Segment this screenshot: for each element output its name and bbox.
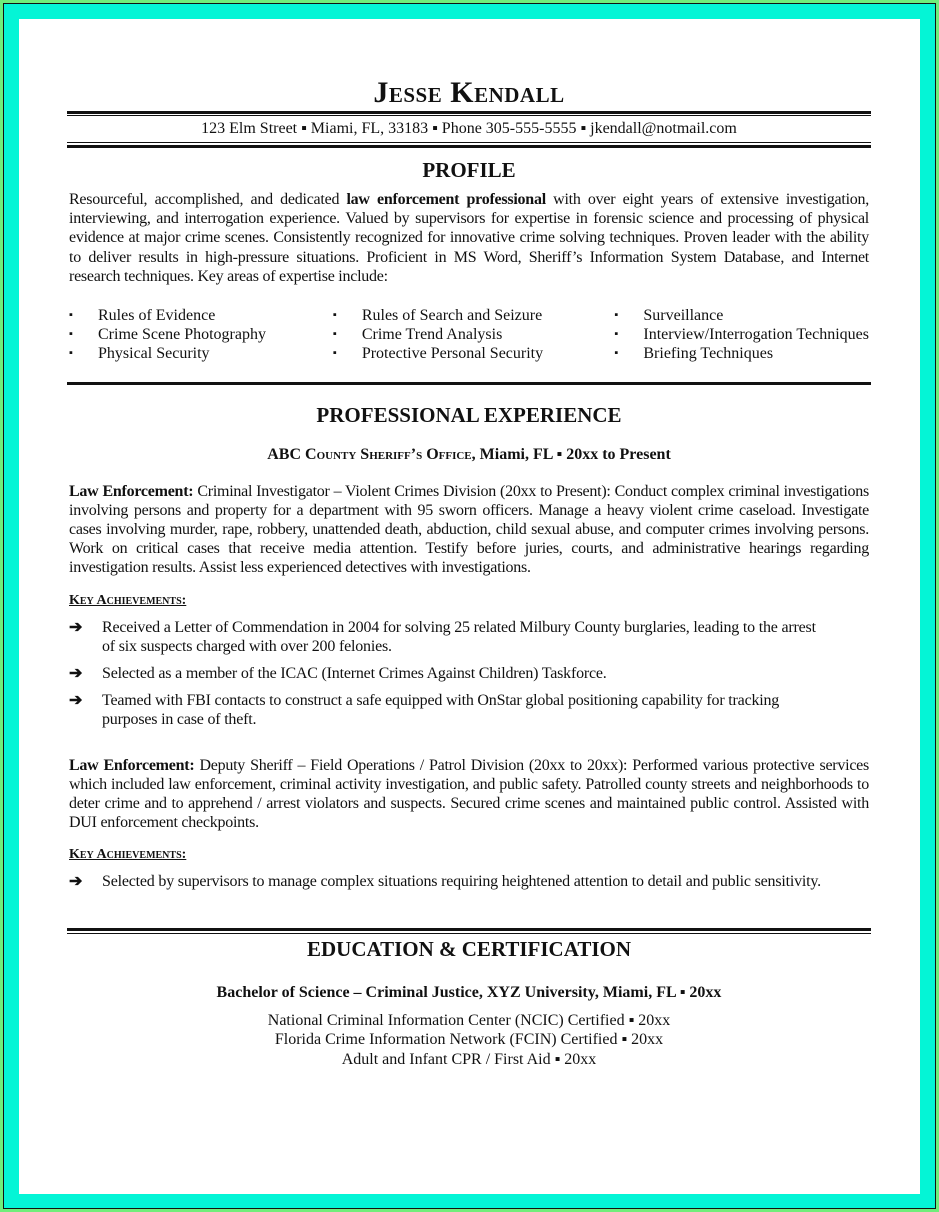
divider (67, 142, 871, 143)
achievement-item: ➔ Selected as a member of the ICAC (Internet Crimes Against Children) Taskforce. (69, 665, 607, 683)
certification-item: Adult and Infant CPR / First Aid ▪ 20xx (341, 1050, 597, 1068)
arrow-right-icon: ➔ (69, 692, 83, 710)
divider (67, 933, 871, 934)
skills-column (69, 306, 333, 364)
key-achievements-heading: Key Achievements: (69, 847, 187, 863)
section-title-profile: PROFILE (422, 158, 516, 182)
arrow-right-icon: ➔ (69, 618, 83, 636)
skill-item: ▪ Surveillance (614, 306, 869, 325)
key-achievements-heading: Key Achievements: (69, 592, 187, 608)
skill-item: ▪ Rules of Evidence (69, 306, 333, 325)
divider (67, 145, 871, 148)
divider (67, 111, 871, 114)
contact-info: 123 Elm Street ▪ Miami, FL, 33183 ▪ Phone 305-555-5555 ▪ jkendall@notmail.com (201, 120, 737, 137)
certification-item: Florida Crime Information Network (FCIN) Certified ▪ 20xx (274, 1031, 664, 1049)
candidate-name: Jesse Kendall (373, 76, 565, 109)
certification-item: National Criminal Information Center (NCIC) Certified ▪ 20xx (267, 1011, 671, 1029)
skills-column (614, 306, 869, 364)
skills-list (69, 306, 869, 364)
divider (67, 115, 871, 116)
skills-column (333, 306, 615, 364)
employer-line: ABC County Sheriff’s Office, Miami, FL ▪ 20xx to Present (267, 445, 671, 463)
section-title-experience: PROFESSIONAL EXPERIENCE (316, 402, 622, 427)
divider (67, 382, 871, 385)
skill-item: ▪ Physical Security (69, 344, 333, 363)
resume-page (19, 19, 920, 1194)
achievement-item: ➔ Selected by supervisors to manage complex situations requiring heightened attention to detail and public sensitivity. (69, 873, 821, 891)
degree-line: Bachelor of Science – Criminal Justice, XYZ University, Miami, FL ▪ 20xx (216, 983, 722, 1001)
skill-item: ▪ Rules of Search and Seizure (333, 306, 615, 325)
arrow-right-icon: ➔ (69, 665, 83, 683)
section-title-education: EDUCATION & CERTIFICATION (306, 936, 631, 961)
profile-summary: Resourceful, accomplished, and dedicated law enforcement professional with over eight years of extensive investigation, interviewing, and interrogation experience. Valued by supervisors for expertise in forensic science and processing of physical evidence at major crime scenes. Consistently recognized for innovative crime solving techniques. Proven leader with the ability to deliver results in high-pressure situations. Proficient in MS Word, Sheriff’s Information System Database, and Internet research techniques. Key areas of expertise include: (69, 191, 870, 285)
certifications-list (69, 1011, 869, 1070)
skill-item: ▪ Crime Trend Analysis (333, 325, 615, 344)
job-description: Law Enforcement: Criminal Investigator – Violent Crimes Division (20xx to Present): Conduct complex criminal investigations involving persons and property for a department with 95 sworn officers. Manage a heavy violent crime caseload. Investigate cases involving murder, rape, robbery, unattended death, abduction, child sexual abuse, and computer crimes involving persons. Work on critical cases that receive media attention. Testify before juries, courts, and administrative hearings regarding investigation results. Assist less experienced detectives with investigations. (69, 482, 870, 577)
job-description: Law Enforcement: Deputy Sheriff – Field Operations / Patrol Division (20xx to 20xx): Performed various protective services which included law enforcement, criminal activity investigation, and public safety. Patrolled county streets and neighborhoods to deter crime and to apprehend / arrest violators and suspects. Secured crime scenes and maintained public control. Assisted with DUI enforcement checkpoints. (69, 756, 870, 832)
skill-item: ▪ Briefing Techniques (614, 344, 869, 363)
skill-item: ▪ Crime Scene Photography (69, 325, 333, 344)
achievement-item: ➔ Teamed with FBI contacts to construct a safe equipped with OnStar global positioning capability for tracking purposes in case of theft. (69, 692, 780, 729)
divider (67, 928, 871, 931)
skill-item: ▪ Protective Personal Security (333, 344, 615, 363)
skill-item: ▪ Interview/Interrogation Techniques (614, 325, 869, 344)
arrow-right-icon: ➔ (69, 873, 83, 891)
achievement-item: ➔ Received a Letter of Commendation in 2004 for solving 25 related Milbury County burglaries, leading to the arrest of six suspects charged with over 200 felonies. (69, 618, 816, 655)
